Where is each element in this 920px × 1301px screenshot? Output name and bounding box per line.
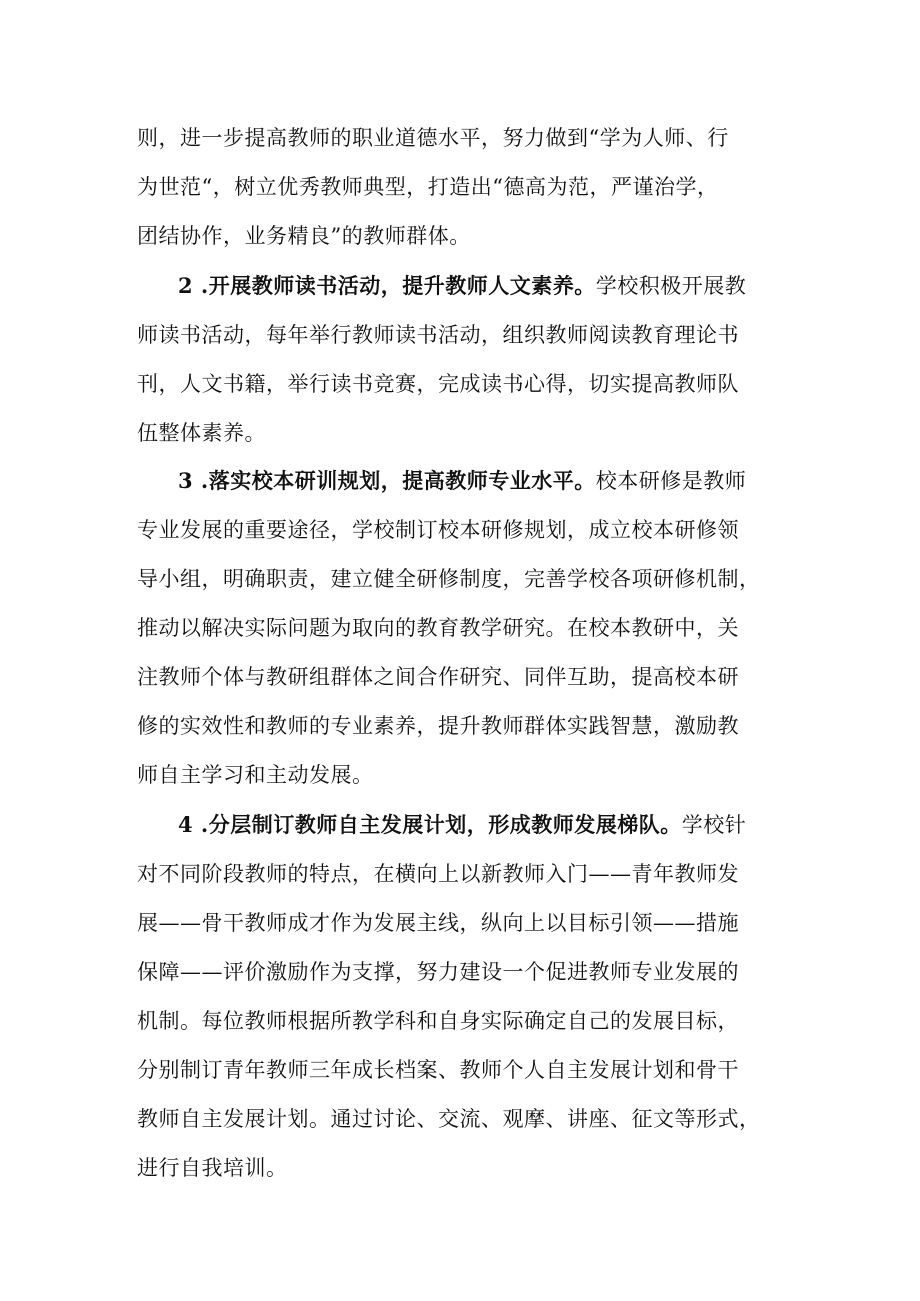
text-line: 保障——评价激励作为支撑，努力建设一个促进教师专业发展的 bbox=[137, 960, 739, 984]
text-line: 专业发展的重要途径，学校制订校本研修规划，成立校本研修领 bbox=[137, 518, 739, 542]
text-line: 为世范“，树立优秀教师典型，打造出“德高为范，严谨治学， bbox=[137, 175, 719, 199]
paragraph-first-line bbox=[178, 810, 798, 840]
text-line: 进行自我培训。 bbox=[137, 1156, 288, 1180]
paragraph-heading: 2 .开展教师读书活动，提升教师人文素养。 bbox=[178, 273, 596, 298]
text-line: 展——骨干教师成才作为发展主线，纵向上以目标引领——措施 bbox=[137, 911, 739, 935]
text-line: 分别制订青年教师三年成长档案、教师个人自主发展计划和骨干 bbox=[137, 1058, 739, 1082]
paragraph-first-line bbox=[178, 466, 798, 496]
text-line: 团结协作，业务精良”的教师群体。 bbox=[137, 224, 471, 248]
text-span: 学校针 bbox=[681, 813, 747, 837]
text-line: 注教师个体与教研组群体之间合作研究、同伴互助，提高校本研 bbox=[137, 665, 739, 689]
text-line: 伍整体素养。 bbox=[137, 421, 266, 445]
text-line: 教师自主发展计划。通过讨论、交流、观摩、讲座、征文等形式， bbox=[137, 1107, 761, 1131]
text-line: 修的实效性和教师的专业素养，提升教师群体实践智慧，激励教 bbox=[137, 714, 739, 738]
text-line: 师自主学习和主动发展。 bbox=[137, 763, 374, 787]
text-line: 对不同阶段教师的特点，在横向上以新教师入门——青年教师发 bbox=[137, 862, 739, 886]
text-line: 则，进一步提高教师的职业道德水平，努力做到“学为人师、行 bbox=[137, 126, 729, 150]
text-line: 师读书活动，每年举行教师读书活动，组织教师阅读教育理论书 bbox=[137, 323, 739, 347]
text-span: 校本研修是教师 bbox=[595, 469, 747, 493]
paragraph-heading: 3 .落实校本研训规划，提高教师专业水平。 bbox=[178, 468, 596, 493]
paragraph-first-line bbox=[178, 271, 798, 301]
text-line: 推动以解决实际问题为取向的教育教学研究。在校本教研中，关 bbox=[137, 616, 739, 640]
text-line: 机制。每位教师根据所教学科和自身实际确定自己的发展目标， bbox=[137, 1009, 739, 1033]
text-span: 学校积极开展教 bbox=[595, 274, 747, 298]
text-line: 导小组，明确职责，建立健全研修制度，完善学校各项研修机制， bbox=[137, 567, 761, 591]
text-line: 刊，人文书籍，举行读书竞赛，完成读书心得，切实提高教师队 bbox=[137, 372, 739, 396]
paragraph-heading: 4 .分层制订教师自主发展计划，形成教师发展梯队。 bbox=[178, 812, 682, 837]
